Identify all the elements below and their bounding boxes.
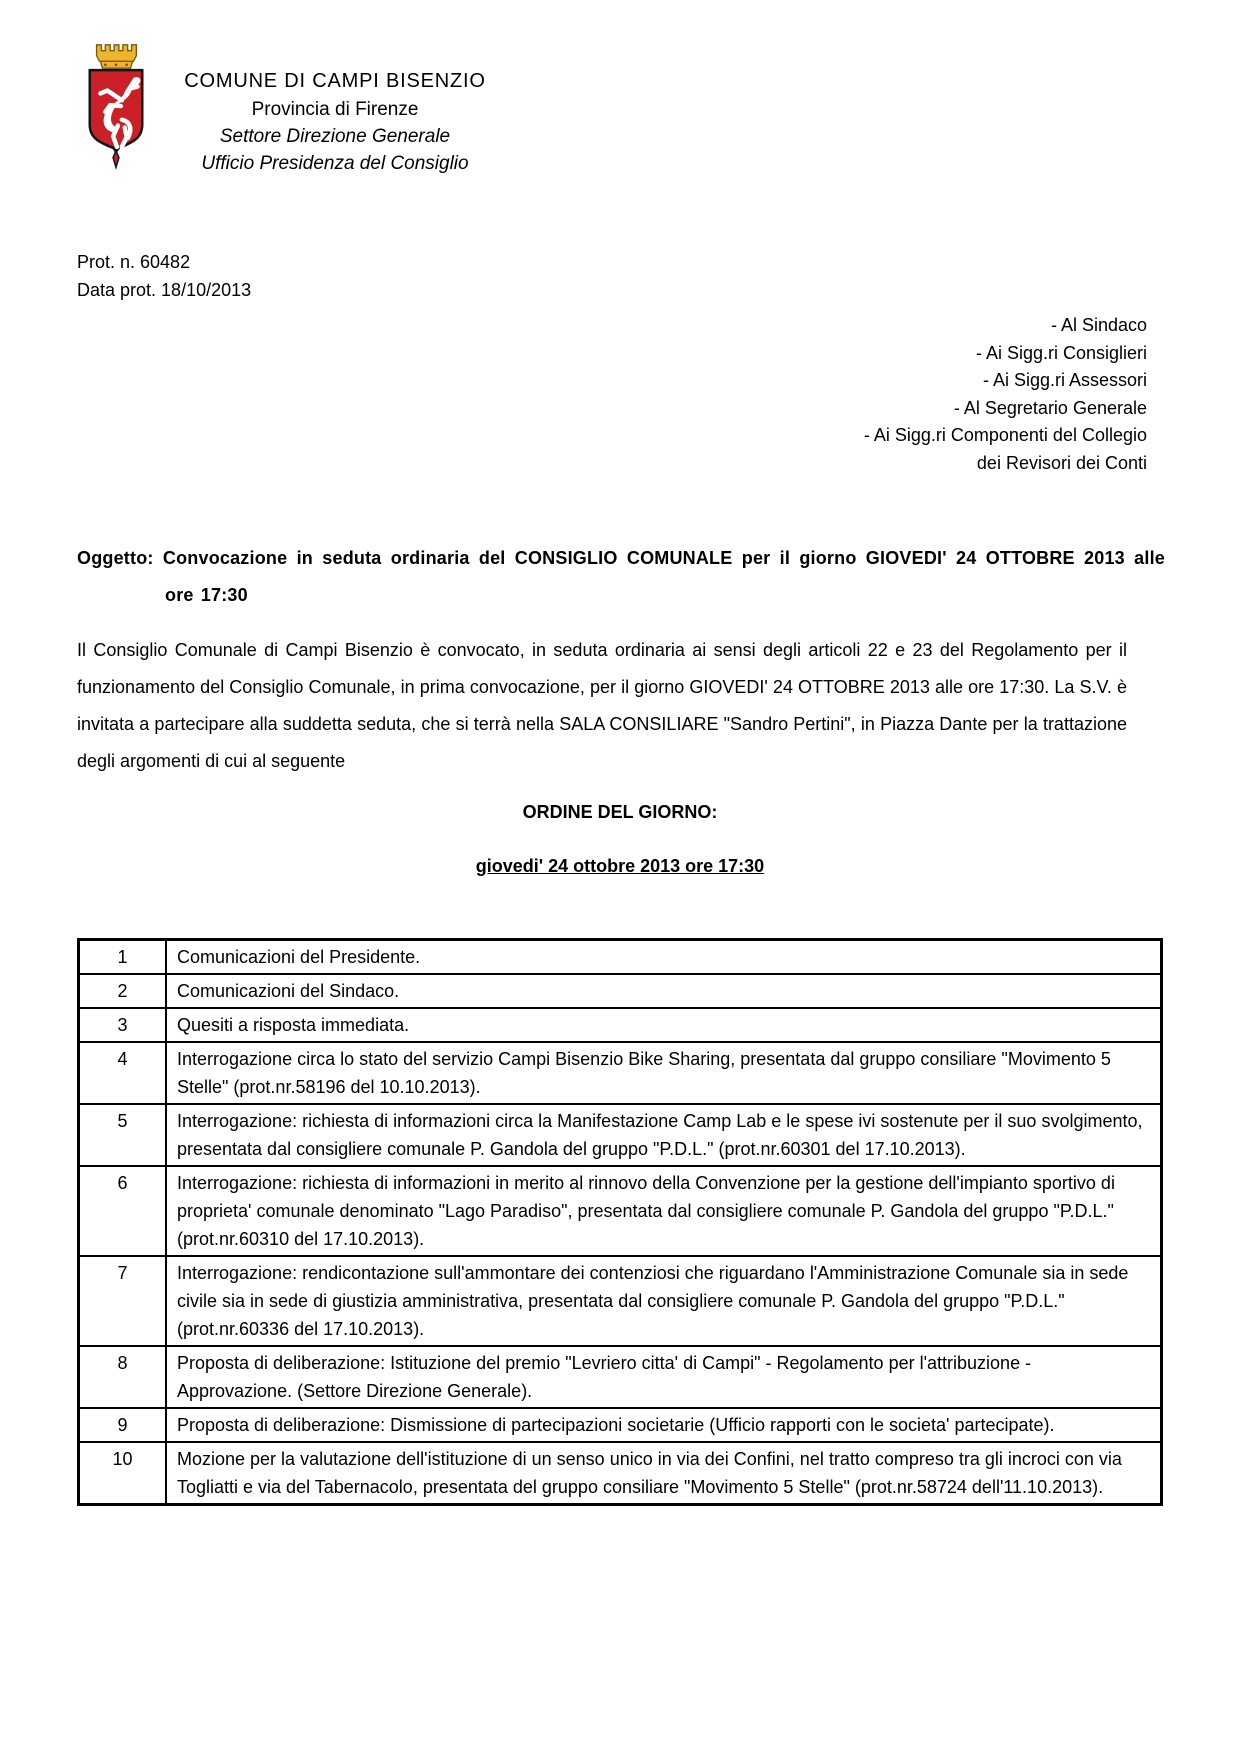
agenda-row <box>79 1166 1162 1256</box>
recipient-line: dei Revisori dei Conti <box>976 452 1147 473</box>
agenda-row <box>79 974 1162 1008</box>
crown-icon <box>97 45 137 68</box>
agenda-table-body <box>79 940 1162 1505</box>
agenda-heading: ORDINE DEL GIORNO: <box>522 802 718 822</box>
province-name: Provincia di Firenze <box>251 99 419 120</box>
agenda-item-text: Comunicazioni del Presidente. <box>166 940 1162 975</box>
agenda-item-number: 7 <box>79 1256 167 1346</box>
agenda-item-number: 9 <box>79 1408 167 1442</box>
agenda-item-text: Proposta di deliberazione: Istituzione del premio "Levriero citta' di Campi" - Regolamento per l'attribuzione - Approvazione. (Settore Direzione Generale). <box>166 1346 1162 1408</box>
municipality-name: COMUNE DI CAMPI BISENZIO <box>184 70 486 92</box>
recipient-line: - Ai Sigg.ri Componenti del Collegio <box>863 425 1147 445</box>
agenda-item-text: Interrogazione: richiesta di informazioni circa la Manifestazione Camp Lab e le spese ivi sostenute per il suo svolgimento, presentata dal consigliere comunale P. Gandola del gruppo "P.D.L." (prot.nr.60301 del 17.10.2013). <box>166 1104 1162 1166</box>
subject-line <box>77 540 1165 614</box>
agenda-item-text: Comunicazioni del Sindaco. <box>166 974 1162 1008</box>
agenda-row <box>79 1408 1162 1442</box>
protocol-block <box>77 248 1163 304</box>
agenda-row <box>79 1256 1162 1346</box>
protocol-number: Prot. n. 60482 <box>77 252 191 272</box>
agenda-item-number: 2 <box>79 974 167 1008</box>
agenda-row <box>79 1442 1162 1505</box>
agenda-item-text: Interrogazione circa lo stato del servizio Campi Bisenzio Bike Sharing, presentata dal gruppo consiliare "Movimento 5 Stelle" (prot.nr.58196 del 10.10.2013). <box>166 1042 1162 1104</box>
agenda-item-number: 8 <box>79 1346 167 1408</box>
recipient-line: - Al Segretario Generale <box>953 397 1147 418</box>
letterhead-text <box>165 40 505 177</box>
agenda-row <box>79 940 1162 975</box>
agenda-item-number: 5 <box>79 1104 167 1166</box>
agenda-item-number: 4 <box>79 1042 167 1104</box>
sector-name: Settore Direzione Generale <box>219 126 451 147</box>
agenda-item-number: 3 <box>79 1008 167 1042</box>
agenda-row <box>79 1104 1162 1166</box>
subject-label: Oggetto: <box>77 548 154 568</box>
office-name: Ufficio Presidenza del Consiglio <box>201 153 469 174</box>
recipient-line: - Ai Sigg.ri Consiglieri <box>975 342 1147 363</box>
agenda-item-number: 6 <box>79 1166 167 1256</box>
agenda-item-text: Mozione per la valutazione dell'istituzione di un senso unico in via dei Confini, nel tratto compreso tra gli incroci con via Togliatti e via del Tabernacolo, presentata del gruppo consiliare "Movimento 5 Stelle" (prot.nr.58724 dell'11.10.2013). <box>166 1442 1162 1505</box>
agenda-item-text: Quesiti a risposta immediata. <box>166 1008 1162 1042</box>
recipient-line: - Ai Sigg.ri Assessori <box>982 370 1147 390</box>
agenda-session-date: giovedi' 24 ottobre 2013 ore 17:30 <box>475 856 765 876</box>
agenda-item-number: 10 <box>79 1442 167 1505</box>
recipient-line: - Al Sindaco <box>1050 315 1147 335</box>
subject-text: Convocazione in seduta ordinaria del CONSIGLIO COMUNALE per il giorno GIOVEDI' 24 OTTOBRE 2013 alle ore 17:30 <box>162 548 1166 605</box>
protocol-date: Data prot. 18/10/2013 <box>77 280 252 300</box>
recipients-list <box>77 312 1163 477</box>
agenda-row <box>79 1042 1162 1104</box>
agenda-row <box>79 1008 1162 1042</box>
agenda-item-text: Interrogazione: rendicontazione sull'ammontare dei contenziosi che riguardano l'Amministrazione Comunale sia in sede civile sia in sede di giustizia amministrativa, presentata dal consigliere comunale P. Gandola del gruppo "P.D.L." (prot.nr.60336 del 17.10.2013). <box>166 1256 1162 1346</box>
convocation-paragraph: Il Consiglio Comunale di Campi Bisenzio è convocato, in seduta ordinaria ai sensi degli articoli 22 e 23 del Regolamento per il funzionamento del Consiglio Comunale, in prima convocazione, per il giorno GIOVEDI' 24 OTTOBRE 2013 alle ore 17:30. La S.V. è invitata a partecipare alla suddetta seduta, che si terrà nella SALA CONSILIARE "Sandro Pertini", in Piazza Dante per la trattazione degli argomenti di cui al seguente <box>77 640 1127 771</box>
agenda-table <box>77 938 1163 1506</box>
municipal-coat-of-arms-icon <box>77 40 155 178</box>
letterhead <box>77 40 1163 178</box>
agenda-item-text: Proposta di deliberazione: Dismissione di partecipazioni societarie (Ufficio rapporti con le societa' partecipate). <box>166 1408 1162 1442</box>
agenda-row <box>79 1346 1162 1408</box>
agenda-item-number: 1 <box>79 940 167 975</box>
shield-icon <box>90 70 142 167</box>
agenda-item-text: Interrogazione: richiesta di informazioni in merito al rinnovo della Convenzione per la gestione dell'impianto sportivo di proprieta' comunale denominato "Lago Paradiso", presentata dal consigliere comunale P. Gandola del gruppo "P.D.L." (prot.nr.60310 del 17.10.2013). <box>166 1166 1162 1256</box>
